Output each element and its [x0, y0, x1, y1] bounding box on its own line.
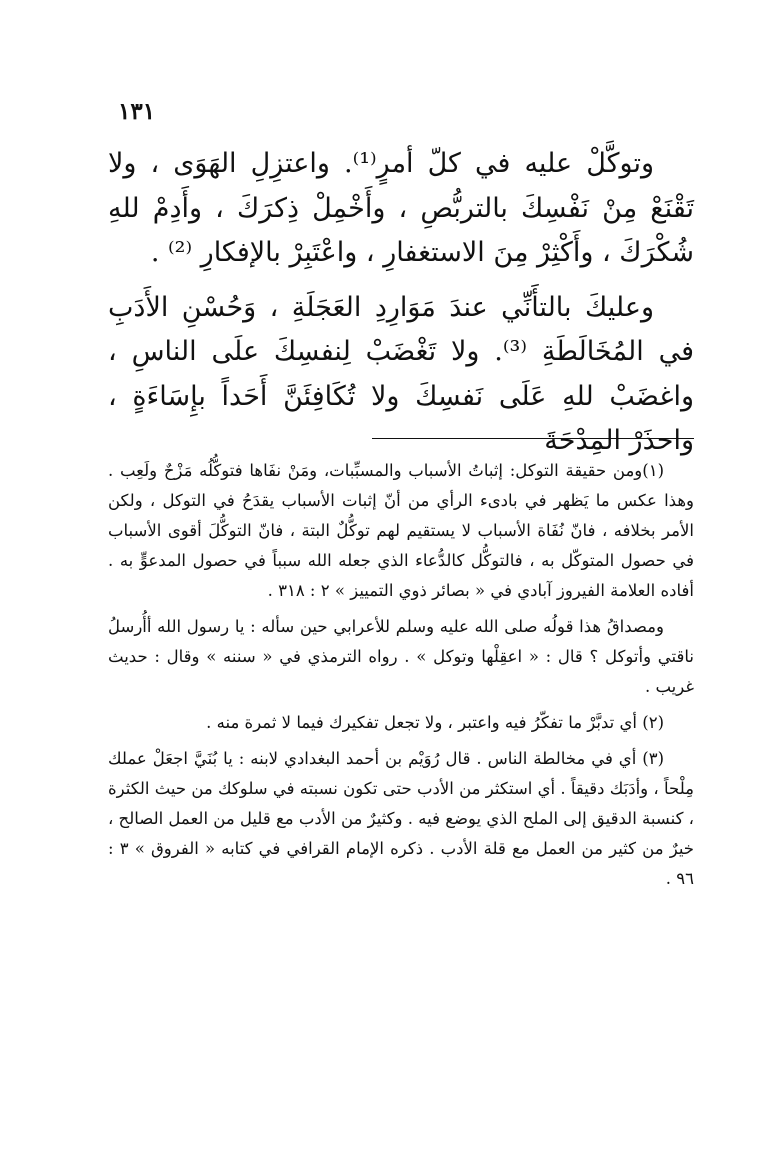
main-paragraph-2: وعليكَ بالتأَنِّي عندَ مَوَارِدِ العَجَلَةِ ، وَحُسْنِ الأَدَبِ في المُخَالَطَةِ ⁽³⁾. ولا تَغْضَبْ لِنفسِكَ علَى الناسِ ، واغضَبْ للهِ عَلَى نَفسِكَ ولا تُكَافِئَنَّ أَحَداً بإِسَاءَةٍ ، واحذَرْ المِدْحَةَ — [108, 291, 694, 456]
footnote-2: (٢) أي تدبَّرْ ما تفكّرُ فيه واعتبر ، ولا تجعل تفكيرك فيما لا ثمرة منه . — [206, 713, 664, 732]
main-text — [108, 142, 694, 464]
main-paragraph-1: وتوكَّلْ عليه في كلّ أمرٍ⁽¹⁾. واعتزِلِ الهَوَى ، ولا تَقْنَعْ مِنْ نَفْسِكَ بالتربُّصِ ، وأَخْمِلْ ذِكرَكَ ، وأَدِمْ للهِ شُكْرَكَ ، وأَكْثِرْ مِنَ الاستغفارِ ، واعْتَبِرْ بالإفكارِ ⁽²⁾ . — [108, 148, 694, 268]
footnote-divider — [372, 438, 694, 439]
footnote-1: (١)ومن حقيقة التوكل: إثباتُ الأسباب والمسبِّبات، ومَنْ نفَاها فتوكُّلُه مَزْحٌ ولَعِب . وهذا عكس ما يَظهر في بادىء الرأي من أنّ إثبات الأسباب يقدَحُ في التوكل ، ولكن الأمر بخلافه ، فانّ نُفَاة الأسباب لا يستقيم لهم توكُّلٌ البتة ، فانّ التوكُّلَ أقوى الأسباب في حصول المتوكّل به ، فالتوكُّل كالدُّعاء الذي جعله الله سبباً في حصول المدعوٍّ به . أفاده العلامة الفيروز آبادي في « بصائر ذوي التمييز » ٢ : ٣١٨ . — [108, 461, 694, 600]
footnote-3: (٣) أي في مخالطة الناس . قال رُوَيْم بن أحمد البغدادي لابنه : يا بُنَيَّ اجعَلْ عملك مِلْحاً ، وأدَبَك دقيقاً . أي استكثر من الأدب حتى تكون نسبته في سلوكك من حيث الكثرة ، كنسبة الدقيق إلى الملح الذي يوضع فيه . وكثيرٌ من الأدب مع قليل من العمل الصالح ، خيرٌ من كثير من العمل مع قلة الأدب . ذكره الإمام القرافي في كتابه « الفروق » ٣ : ٩٦ . — [107, 749, 694, 888]
footnotes — [108, 456, 694, 900]
footnote-1-continuation: ومصداقُ هذا قولُه صلى الله عليه وسلم للأعرابي حين سأله : يا رسول الله أأُرسلُ ناقتي وأتوكل ؟ قال : « اعقِلْها وتوكل » . رواه الترمذي في « سننه » وقال : حديث غريب . — [108, 617, 694, 696]
page-number: ١٣١ — [118, 98, 156, 125]
